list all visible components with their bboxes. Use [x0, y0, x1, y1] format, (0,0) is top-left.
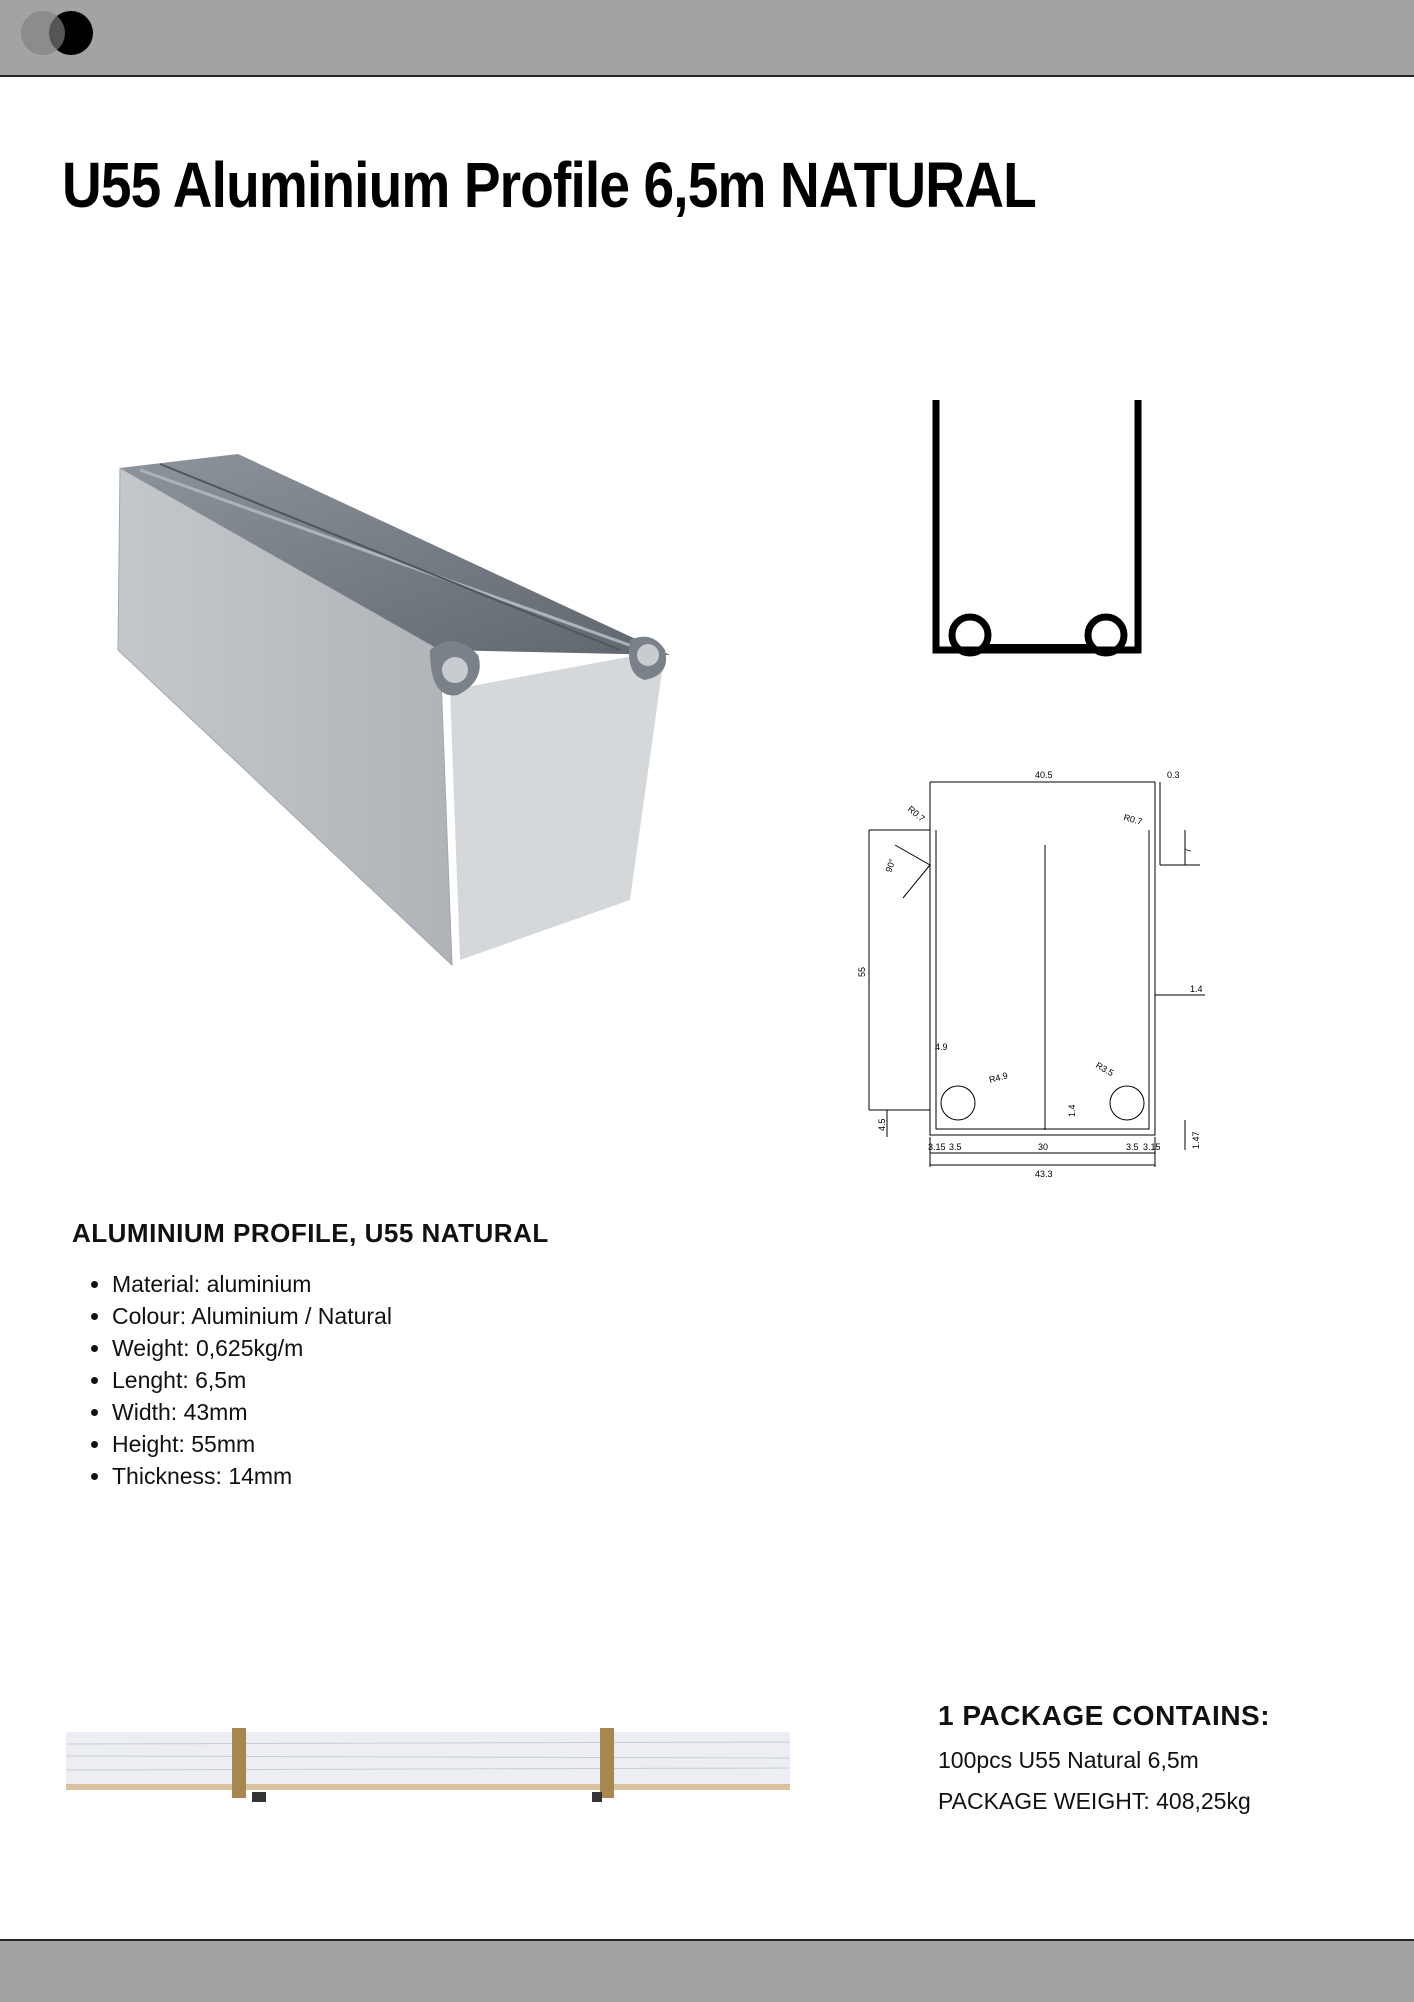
dim-label: R0.7	[1122, 812, 1144, 827]
spec-item: • Material: aluminium	[112, 1268, 392, 1300]
dim-label: 0.3	[1167, 770, 1180, 780]
spec-item: • Colour: Aluminium / Natural	[112, 1300, 392, 1332]
spec-item: • Height: 55mm	[112, 1428, 392, 1460]
header-bar	[0, 0, 1414, 77]
u-profile-dimension-drawing	[855, 765, 1215, 1185]
aluminium-u-profile-photo	[100, 440, 700, 1000]
dim-label: 1.4	[1067, 1104, 1077, 1117]
package-weight: PACKAGE WEIGHT: 408,25kg	[938, 1788, 1251, 1814]
package-contents: 100pcs U55 Natural 6,5m	[938, 1747, 1199, 1773]
u-profile-cross-section-icon	[860, 380, 1160, 670]
dim-label: 7	[1183, 847, 1193, 853]
dim-label: R4.9	[987, 1070, 1009, 1085]
dim-label: 3.15	[928, 1142, 946, 1152]
dim-label: 4.5	[877, 1118, 887, 1131]
dim-label: 55	[857, 966, 867, 977]
dim-label: R0.7	[905, 803, 927, 824]
dim-label: 43.3	[1035, 1169, 1053, 1179]
dim-label: 1.4	[1190, 984, 1203, 994]
dim-label: 30	[1038, 1142, 1049, 1152]
dim-label: 3.5	[949, 1142, 962, 1152]
page-title: U55 Aluminium Profile 6,5m NATURAL	[62, 149, 1036, 221]
wrapped-profile-bundle-photo	[60, 1720, 800, 1810]
footer-bar	[0, 1939, 1414, 2002]
spec-item: • Lenght: 6,5m	[112, 1364, 392, 1396]
dim-label: 3.15	[1143, 1142, 1161, 1152]
dim-label: 1.47	[1191, 1131, 1201, 1149]
dim-label: 90°	[883, 857, 898, 874]
dim-label: 40.5	[1035, 770, 1053, 780]
spec-item: • Width: 43mm	[112, 1396, 392, 1428]
spec-item: • Weight: 0,625kg/m	[112, 1332, 392, 1364]
dim-label: 3.5	[1126, 1142, 1139, 1152]
spec-list	[72, 1268, 392, 1492]
overlapping-circles-logo-icon	[18, 6, 102, 60]
dim-label: R3.5	[1094, 1060, 1116, 1079]
dim-label: 4.9	[935, 1042, 948, 1052]
spec-item: • Thickness: 14mm	[112, 1460, 392, 1492]
spec-heading: ALUMINIUM PROFILE, U55 NATURAL	[72, 1218, 549, 1248]
package-heading: 1 PACKAGE CONTAINS:	[938, 1700, 1271, 1731]
